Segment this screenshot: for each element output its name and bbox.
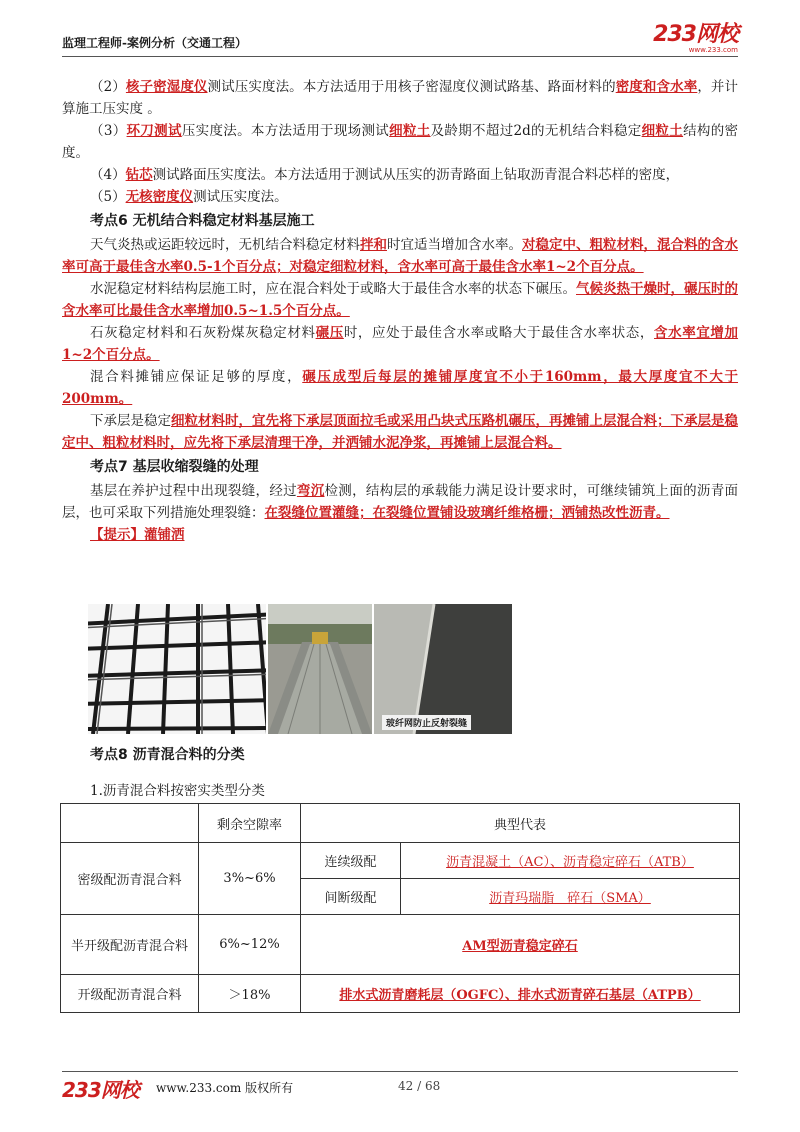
row-semi-open-name: 半开级配沥青混合料 (61, 915, 199, 975)
method-3: （3）环刀测试压实度法。本方法适用于现场测试细粒土及龄期不超过2d的无机结合料稳定细粒土结构的密度。 (62, 123, 739, 161)
table-header-row (61, 804, 740, 843)
row-semi-open-rep: AM型沥青稳定碎石 (301, 915, 740, 975)
road-crack-photo (374, 604, 512, 734)
document-title: 监理工程师-案例分析（交通工程） (62, 36, 247, 50)
paving-image (268, 604, 372, 734)
table-row (61, 843, 740, 879)
header-empty (61, 804, 199, 843)
geogrid-photo (88, 604, 266, 734)
section-8-title: 考点8 沥青混合料的分类 (90, 747, 245, 763)
row-semi-open-void: 6%~12% (199, 915, 301, 975)
geogrid-image (88, 604, 266, 734)
method-4: （4）钻芯测试路面压实度法。本方法适用于测试从压实的沥青路面上钻取沥青混合料芯样的密度， (90, 167, 680, 183)
row-dense-gap-rep: 沥青玛瑞脂 碎石（SMA） (401, 879, 740, 915)
sec6-paragraph-5: 下承层是稳定细粒材料时，宜先将下承层顶面拉毛或采用凸块式压路机碾压，再摊铺上层混合料；下承层是稳定中、粗粒材料时，应先将下承层清理干净，并洒铺水泥净浆，再摊铺上层混合料。 (62, 413, 738, 451)
header-representative: 典型代表 (301, 804, 740, 843)
row-open-rep: 排水式沥青磨耗层（OGFC）、排水式沥青碎石基层（ATPB） (301, 975, 740, 1013)
sec6-paragraph-4: 混合料摊铺应保证足够的厚度，碾压成型后每层的摊铺厚度宜不小于160mm，最大厚度宜不大于200mm。 (62, 369, 739, 407)
table-row (61, 975, 740, 1013)
row-dense-continuous-type: 连续级配 (301, 843, 401, 879)
main-content (62, 76, 738, 546)
brand-logo[interactable] (628, 24, 738, 54)
sec7-paragraph-1: 基层在养护过程中出现裂缝，经过弯沉检测，结构层的承载能力满足设计要求时，可继续铺筑上面的沥青面层，也可采取下列措施处理裂缝：在裂缝位置灌缝；在裂缝位置铺设玻璃纤维格栅；洒铺热改性沥青。 (62, 483, 739, 521)
section-8-subtitle: 1.沥青混合料按密实类型分类 (90, 782, 265, 799)
photo-caption: 玻纤网防止反射裂缝 (382, 715, 471, 730)
photo-strip (88, 604, 512, 734)
method-2: （2）核子密湿度仪测试压实度法。本方法适用于用核子密湿度仪测试路基、路面材料的密度和含水率，并计算施工压实度 。 (62, 79, 739, 117)
header-void-ratio: 剩余空隙率 (199, 804, 301, 843)
row-open-void: ＞18% (199, 975, 301, 1013)
page-footer (62, 1071, 738, 1102)
section-7-title: 考点7 基层收缩裂缝的处理 (90, 459, 259, 475)
paving-photo (268, 604, 372, 734)
method-5: （5）无核密度仪测试压实度法。 (90, 189, 288, 205)
logo-url: www.233.com (688, 46, 738, 54)
row-dense-name: 密级配沥青混合料 (61, 843, 199, 915)
footer-logo[interactable]: 233网校 (62, 1078, 139, 1102)
page-header (62, 22, 738, 57)
row-open-name: 开级配沥青混合料 (61, 975, 199, 1013)
section-6-title: 考点6 无机结合料稳定材料基层施工 (90, 213, 315, 229)
sec6-paragraph-1: 天气炎热或运距较远时，无机结合料稳定材料拌和时宜适当增加含水率。对稳定中、粗粒材料，混合料的含水率可高于最佳含水率0.5-1个百分点；对稳定细粒材料，含水率可高于最佳含水率1~2个百分点。 (62, 237, 738, 275)
row-dense-void: 3%~6% (199, 843, 301, 915)
page-number: 42 / 68 (398, 1079, 441, 1093)
row-dense-gap-type: 间断级配 (301, 879, 401, 915)
tip-line: 【提示】灌铺洒 (90, 527, 185, 543)
row-dense-continuous-rep: 沥青混凝土（AC）、沥青稳定碎石（ATB） (401, 843, 740, 879)
logo-text: 233网校 (653, 22, 738, 47)
footer-copyright: www.233.com 版权所有 (156, 1081, 294, 1095)
asphalt-classification-table (60, 803, 740, 1013)
sec6-paragraph-3: 石灰稳定材料和石灰粉煤灰稳定材料碾压时，应处于最佳含水率或略大于最佳含水率状态，含水率宜增加1~2个百分点。 (62, 325, 739, 363)
sec6-paragraph-2: 水泥稳定材料结构层施工时，应在混合料处于或略大于最佳含水率的状态下碾压。气候炎热干燥时，碾压时的含水率可比最佳含水率增加0.5~1.5个百分点。 (62, 281, 738, 319)
table-row (61, 915, 740, 975)
